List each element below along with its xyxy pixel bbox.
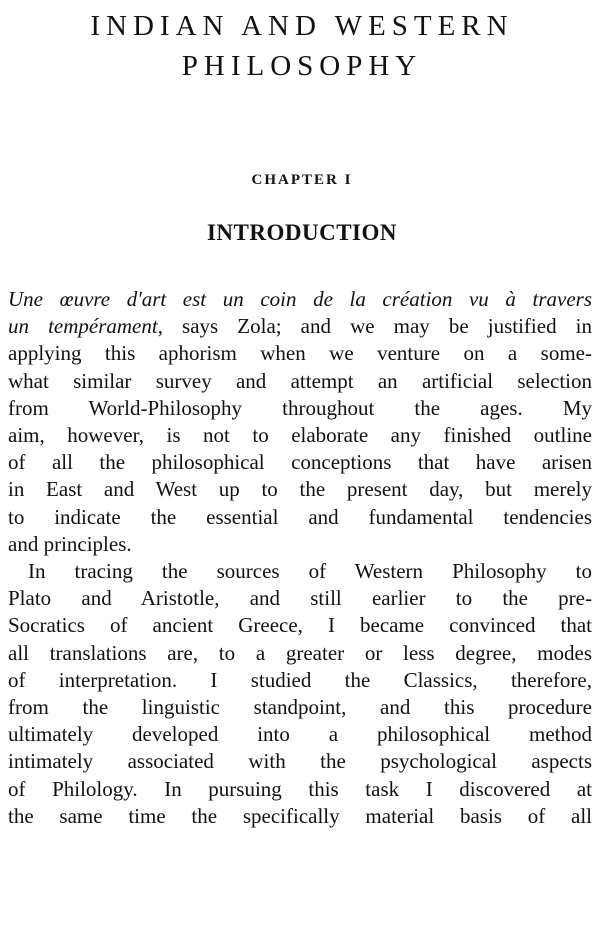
text-line: from World-Philosophy throughout the ages. My [8,395,592,420]
text-line: in East and West up to the present day, but merely [8,477,592,502]
book-title-line-1: INDIAN AND WESTERN [90,10,514,42]
text-line: the same time the specifically material basis of all [8,803,592,828]
text-line [8,286,592,313]
french-quote-part-2: un tempérament [8,314,158,339]
book-title-line-2: PHILOSOPHY [181,50,423,82]
text-line: In tracing the sources of Western Philosophy to [28,559,592,584]
text-line: what similar survey and attempt an artificial selection [8,368,592,393]
text-line: ultimately developed into a philosophical method [8,722,592,747]
text-line: Plato and Aristotle, and still earlier to the pre- [8,586,592,611]
book-page [8,0,596,926]
quote-attribution: , says Zola; and we may be justified in [157,314,592,339]
text-line [8,313,592,340]
book-title [8,6,596,86]
text-line: applying this aphorism when we venture on a some- [8,341,592,366]
text-line: Socratics of ancient Greece, I became convinced that [8,613,592,638]
text-line: all translations are, to a greater or less degree, modes [8,640,592,665]
text-line: and principles. [8,531,132,556]
chapter-title: INTRODUCTION [206,220,398,245]
chapter-label: CHAPTER I [251,172,353,188]
text-line: from the linguistic standpoint, and this procedure [8,695,592,720]
body-text [8,286,592,830]
paragraph-1 [8,286,592,558]
text-line: of Philology. In pursuing this task I discovered at [8,776,592,801]
text-line: of all the philosophical conceptions that have arisen [8,450,592,475]
text-line: intimately associated with the psychological aspects [8,749,592,774]
text-line: aim, however, is not to elaborate any finished outline [8,423,592,448]
paragraph-2 [8,558,592,830]
french-quote-part-1: Une œuvre d'art est un coin de la création vu à travers [8,287,592,311]
text-line: of interpretation. I studied the Classics, therefore, [8,667,592,692]
text-line: to indicate the essential and fundamental tendencies [8,504,592,529]
